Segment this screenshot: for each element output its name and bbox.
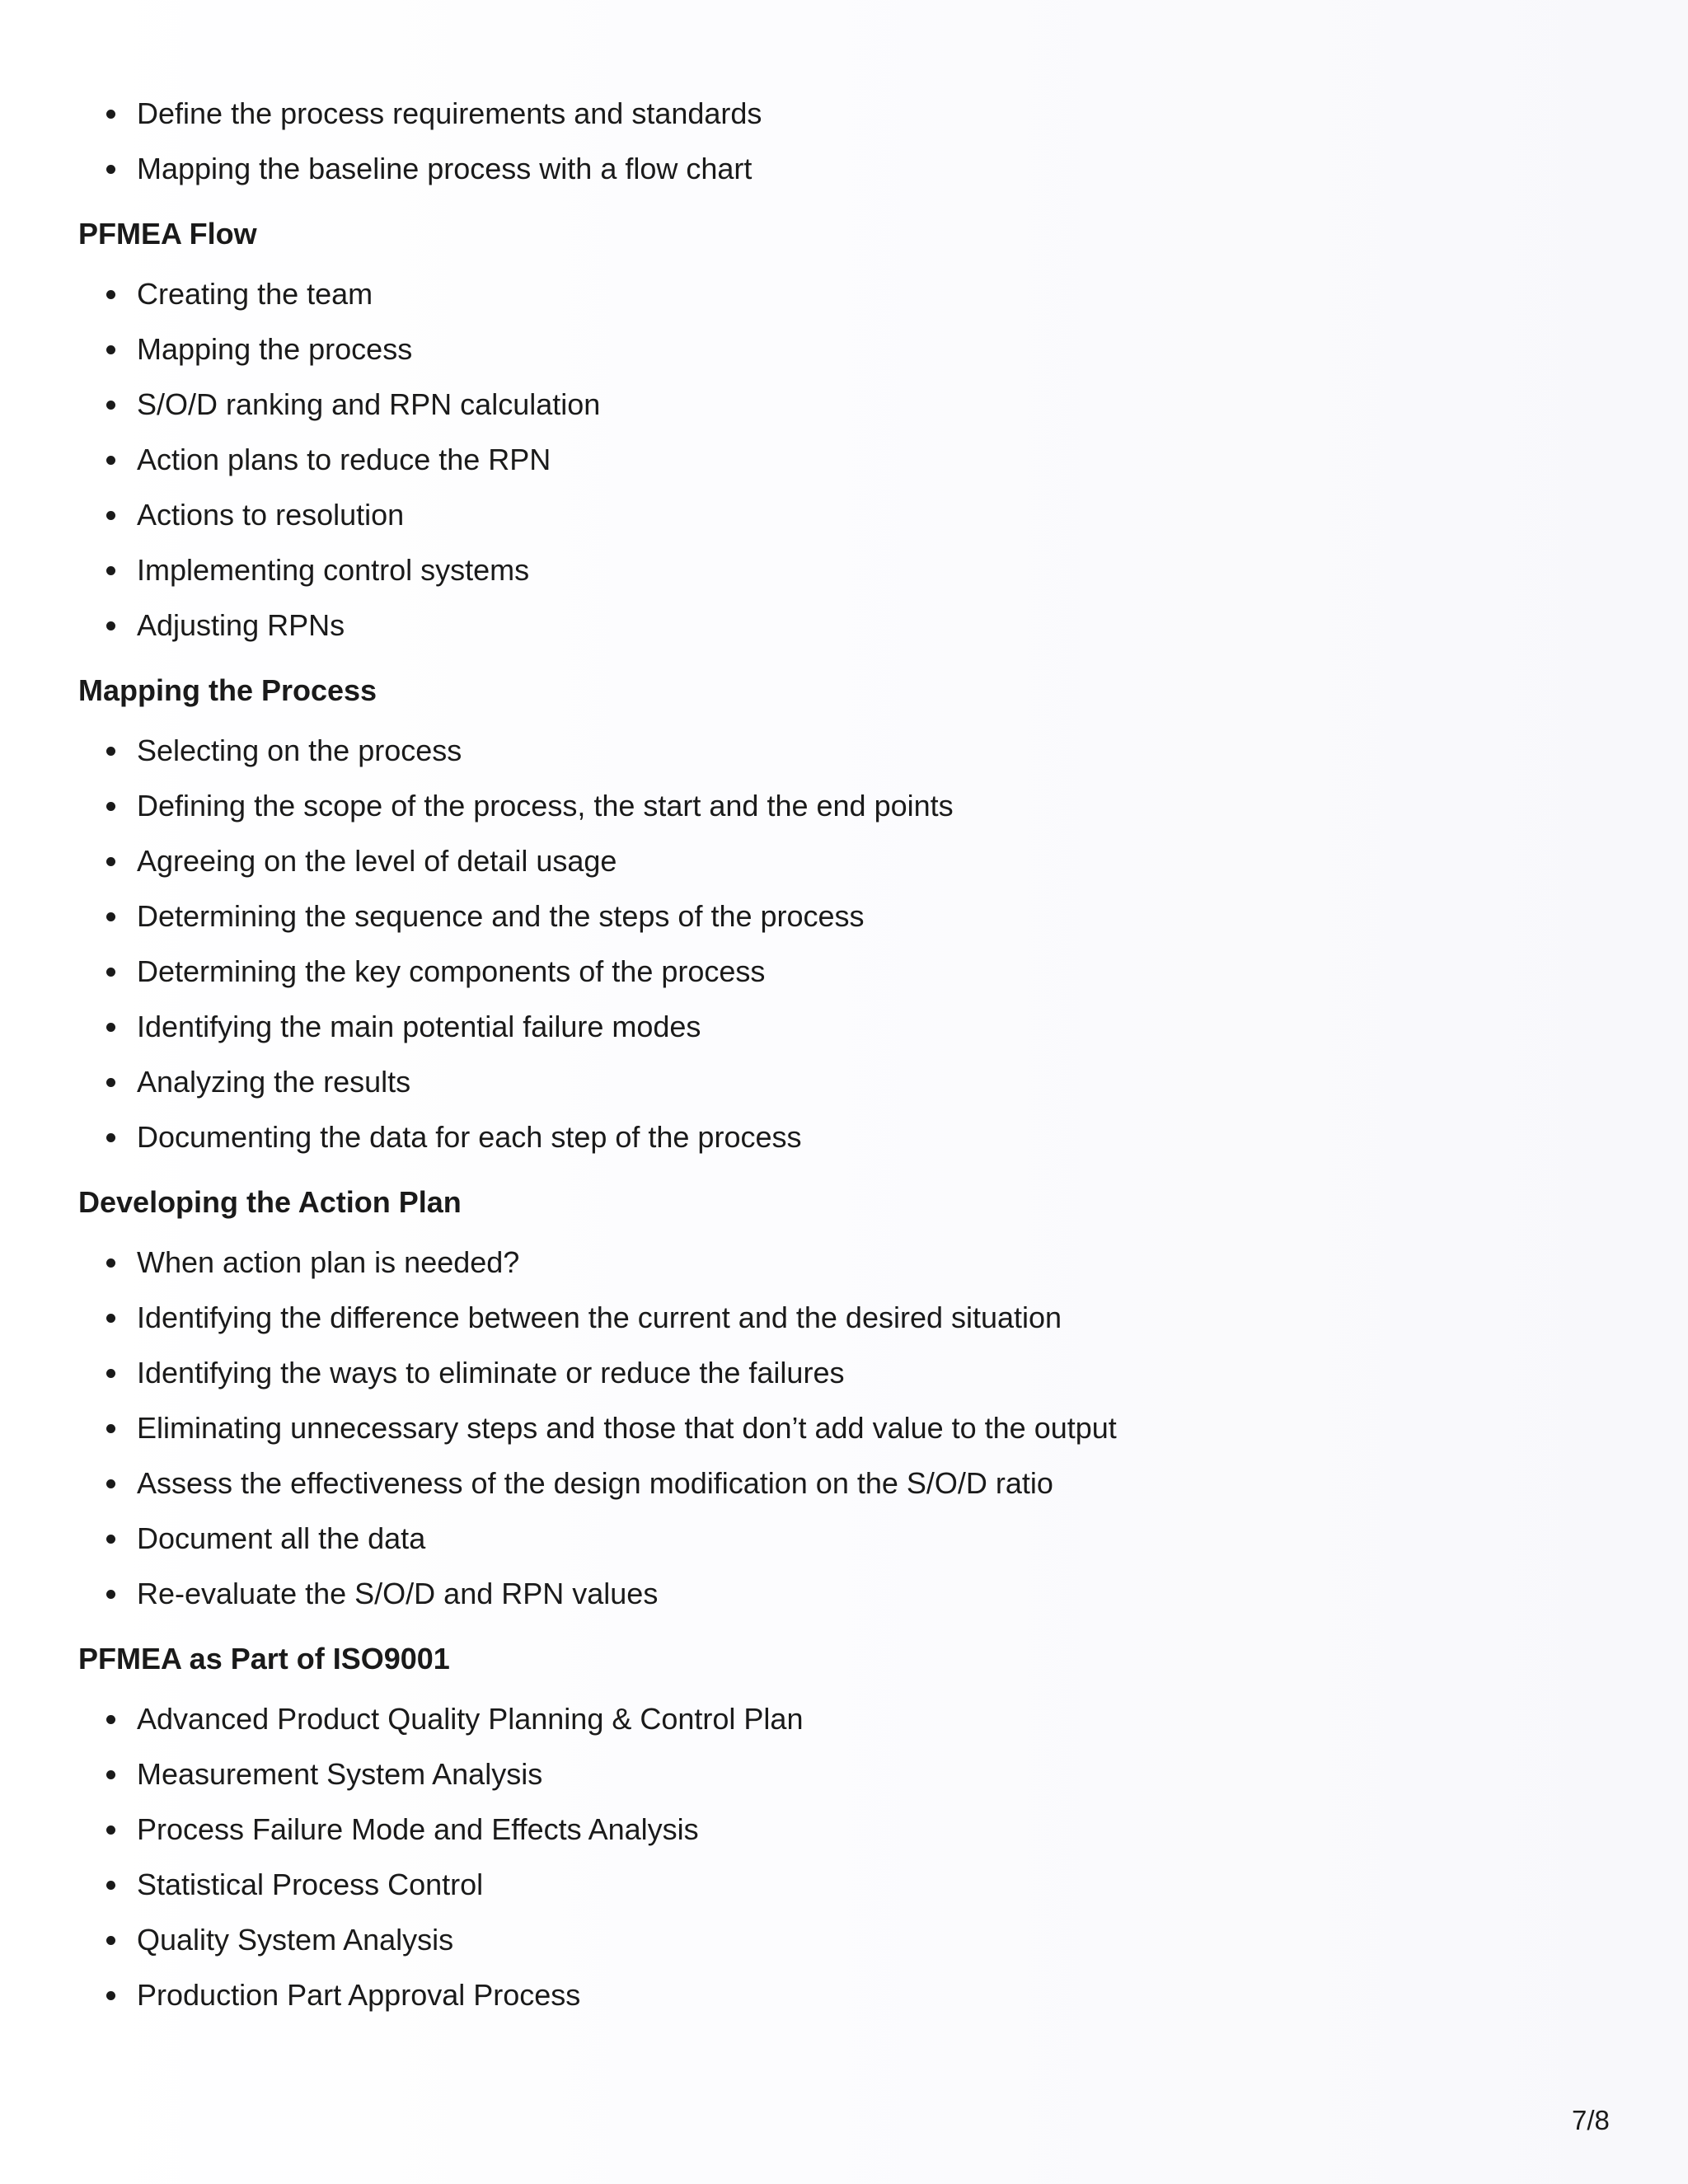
bullet-icon [106, 401, 115, 410]
list-item [78, 601, 1562, 656]
bullet-icon [106, 1314, 115, 1323]
list-item [78, 1750, 1562, 1805]
list-item-text: Document all the data [137, 1521, 426, 1555]
list-item [78, 1971, 1562, 2026]
bullet-icon [106, 1133, 115, 1142]
bullet-icon [106, 1535, 115, 1544]
bullet-icon [106, 165, 115, 174]
document-content [78, 89, 1562, 2026]
bullet-icon [106, 1023, 115, 1032]
bullet-icon [106, 1991, 115, 2000]
list-item-text: Measurement System Analysis [137, 1757, 543, 1791]
list-item-text: Determining the key components of the process [137, 954, 766, 988]
bullet-icon [106, 747, 115, 756]
section-heading-pfmea-flow: PFMEA Flow [78, 217, 257, 251]
bullet-icon [106, 912, 115, 921]
bullet-icon [106, 1936, 115, 1945]
bullet-icon [106, 1479, 115, 1488]
list-item-text: Defining the scope of the process, the start and the end points [137, 789, 954, 823]
bullet-icon [106, 511, 115, 520]
list-item-text: Quality System Analysis [137, 1923, 454, 1957]
bullet-icon [106, 1881, 115, 1890]
list-item-text: Process Failure Mode and Effects Analysis [137, 1812, 699, 1846]
list-item-text: Mapping the baseline process with a flow chart [137, 152, 753, 185]
section-heading-pfmea-iso9001: PFMEA as Part of ISO9001 [78, 1642, 450, 1675]
list-item [78, 947, 1562, 1002]
action-plan-list [78, 1238, 1562, 1624]
list-item-text: Adjusting RPNs [137, 608, 345, 642]
list-item [78, 1057, 1562, 1113]
list-item-text: Identifying the difference between the current and the desired situation [137, 1301, 1062, 1334]
list-item [78, 1293, 1562, 1348]
list-item [78, 144, 1562, 199]
list-item-text: Assess the effectiveness of the design modification on the S/O/D ratio [137, 1466, 1053, 1500]
list-item-text: Re-evaluate the S/O/D and RPN values [137, 1577, 659, 1610]
page-number: 7/8 [1572, 2105, 1610, 2135]
list-item [78, 1002, 1562, 1057]
list-item-text: Eliminating unnecessary steps and those that don’t add value to the output [137, 1411, 1117, 1445]
list-item-text: Determining the sequence and the steps of the process [137, 899, 865, 933]
list-item-text: Actions to resolution [137, 498, 405, 532]
bullet-icon [106, 456, 115, 465]
bullet-icon [106, 1590, 115, 1599]
iso9001-list [78, 1694, 1562, 2026]
list-item [78, 1569, 1562, 1624]
bullet-icon [106, 566, 115, 575]
list-item [78, 269, 1562, 325]
list-item [78, 1113, 1562, 1168]
section-heading-developing-action-plan: Developing the Action Plan [78, 1185, 462, 1219]
list-item [78, 325, 1562, 380]
list-item [78, 435, 1562, 490]
list-item [78, 380, 1562, 435]
list-item [78, 1404, 1562, 1459]
list-item [78, 892, 1562, 947]
bullet-icon [106, 857, 115, 866]
list-item-text: Selecting on the process [137, 733, 462, 767]
intro-list [78, 89, 1562, 199]
bullet-icon [106, 1078, 115, 1087]
list-item [78, 781, 1562, 837]
list-item-text: Define the process requirements and standards [137, 96, 762, 130]
list-item-text: Action plans to reduce the RPN [137, 443, 551, 476]
list-item-text: Agreeing on the level of detail usage [137, 844, 617, 878]
bullet-icon [106, 802, 115, 811]
list-item [78, 1915, 1562, 1971]
list-item [78, 1694, 1562, 1750]
list-item [78, 1860, 1562, 1915]
bullet-icon [106, 110, 115, 119]
list-item-text: Analyzing the results [137, 1065, 411, 1099]
bullet-icon [106, 1369, 115, 1378]
list-item-text: Documenting the data for each step of the process [137, 1120, 802, 1154]
list-item-text: Advanced Product Quality Planning & Control Plan [137, 1702, 804, 1736]
list-item-text: S/O/D ranking and RPN calculation [137, 387, 601, 421]
list-item [78, 490, 1562, 546]
list-item [78, 837, 1562, 892]
list-item [78, 1238, 1562, 1293]
list-item-text: Statistical Process Control [137, 1868, 484, 1901]
bullet-icon [106, 345, 115, 354]
list-item-text: Production Part Approval Process [137, 1978, 581, 2012]
list-item [78, 726, 1562, 781]
list-item [78, 1348, 1562, 1404]
list-item [78, 89, 1562, 144]
bullet-icon [106, 1715, 115, 1724]
bullet-icon [106, 290, 115, 299]
list-item [78, 546, 1562, 601]
list-item [78, 1805, 1562, 1860]
section-heading-mapping-the-process: Mapping the Process [78, 673, 377, 707]
bullet-icon [106, 1825, 115, 1835]
list-item-text: Creating the team [137, 277, 373, 311]
bullet-icon [106, 621, 115, 630]
bullet-icon [106, 1258, 115, 1268]
list-item-text: Identifying the ways to eliminate or reduce the failures [137, 1356, 845, 1390]
bullet-icon [106, 1770, 115, 1779]
list-item-text: Implementing control systems [137, 553, 530, 587]
bullet-icon [106, 1424, 115, 1433]
list-item [78, 1459, 1562, 1514]
list-item-text: When action plan is needed? [137, 1245, 520, 1279]
list-item-text: Mapping the process [137, 332, 413, 366]
pfmea-flow-list [78, 269, 1562, 656]
mapping-process-list [78, 726, 1562, 1168]
bullet-icon [106, 968, 115, 977]
list-item-text: Identifying the main potential failure modes [137, 1010, 701, 1043]
list-item [78, 1514, 1562, 1569]
